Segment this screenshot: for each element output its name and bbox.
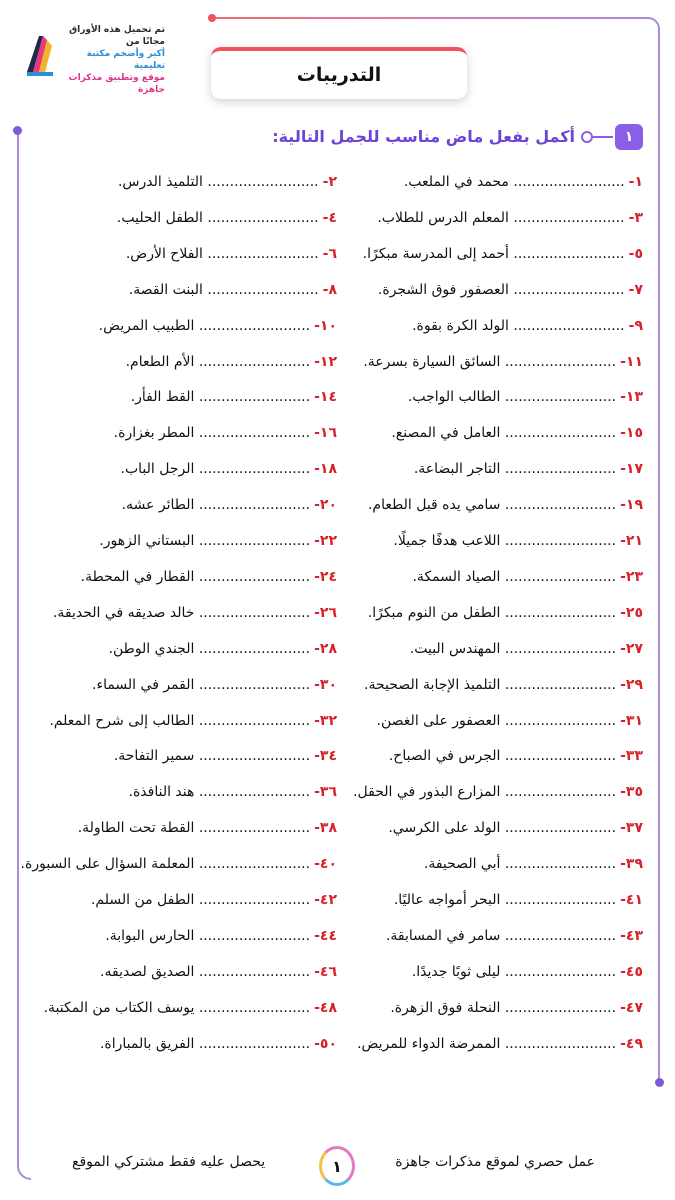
exercise-number: ١٤- xyxy=(314,389,337,406)
exercise-number: ٧- xyxy=(628,281,643,298)
exercise-sentence: ......................... القطة تحت الطاولة. xyxy=(77,820,311,837)
exercise-sentence: ......................... الطفل من النوم مبكرًا. xyxy=(367,604,617,621)
exercise-item xyxy=(49,704,337,738)
exercise-item xyxy=(100,955,337,989)
footer-note: يحصل عليه فقط مشتركي الموقع xyxy=(72,1154,266,1170)
exercise-sentence: ......................... الرجل الباب. xyxy=(120,461,311,478)
exercise-item xyxy=(412,560,643,594)
exercise-sentence: ......................... الطفل الحليب. xyxy=(116,209,319,226)
exercise-number: ٣- xyxy=(628,209,643,226)
exercise-sentence: ......................... الطائر عشه. xyxy=(121,497,311,514)
frame-dot xyxy=(13,126,22,135)
exercise-item xyxy=(353,775,643,809)
exercise-number: ٢٤- xyxy=(314,568,337,585)
exercise-number: ٣٤- xyxy=(314,748,337,765)
exercise-number: ٤٥- xyxy=(620,963,643,980)
exercise-sentence: ......................... محمد في الملعب. xyxy=(403,174,625,190)
logo-line-2: أكبر وأضخم مكتبة تعليمية xyxy=(86,49,165,71)
exercise-number: ٦- xyxy=(322,245,337,262)
exercise-item xyxy=(121,452,337,486)
question-number-badge: ١ xyxy=(615,124,643,150)
exercise-number: ٢٦- xyxy=(314,604,337,621)
exercise-sentence: ......................... الطالب إلى شرح المعلم. xyxy=(49,712,311,729)
logo-line-3: موقع وتطبيق مذكرات جاهزة xyxy=(68,73,165,95)
exercise-item xyxy=(393,524,643,558)
exercise-number: ٢٠- xyxy=(314,497,337,514)
exercise-number: ٤٠- xyxy=(314,856,337,873)
exercise-item xyxy=(131,380,337,414)
exercise-number: ٤٢- xyxy=(314,892,337,908)
exercise-sentence: ......................... الممرضة الدواء للمريض. xyxy=(357,1035,617,1052)
exercise-item xyxy=(91,883,337,917)
exercise-sentence: ......................... الطبيب المريض. xyxy=(98,317,311,334)
exercise-item xyxy=(389,739,643,773)
exercise-number: ٢٧- xyxy=(620,640,643,657)
page-title: التدريبات xyxy=(296,64,382,86)
exercise-sentence: ......................... العامل في المصنع. xyxy=(391,425,617,442)
exercise-sentence: ......................... المهندس البيت. xyxy=(409,640,617,657)
exercise-sentence: ......................... اللاعب هدفًا جميلًا. xyxy=(393,533,617,549)
exercise-item xyxy=(129,273,337,307)
exercise-sentence: ......................... الأم الطعام. xyxy=(125,353,311,370)
exercise-number: ٣١- xyxy=(620,712,643,729)
book-logo-icon xyxy=(25,32,55,78)
exercise-item xyxy=(424,847,643,881)
exercise-item xyxy=(404,165,643,199)
logo-line-1: تم تحميل هذه الأوراق مجانًا من xyxy=(69,25,165,47)
exercise-item xyxy=(378,273,643,307)
exercise-number: ٣٠- xyxy=(314,676,337,693)
exercise-number: ٣٨- xyxy=(314,820,337,837)
exercise-item xyxy=(368,596,643,630)
exercise-item xyxy=(117,201,337,235)
exercise-item xyxy=(377,201,643,235)
exercise-sentence: ......................... المطر بغزارة. xyxy=(113,425,311,442)
exercise-item xyxy=(408,380,643,414)
exercise-sentence: ......................... الطفل من السلم. xyxy=(90,892,311,908)
exercise-item xyxy=(377,704,643,738)
exercise-sentence: ......................... الجندي الوطن. xyxy=(108,640,311,657)
exercise-item xyxy=(114,739,337,773)
exercise-number: ١٨- xyxy=(314,461,337,478)
exercise-item xyxy=(363,345,643,379)
exercise-sentence: ......................... الصياد السمكة. xyxy=(412,568,617,585)
exercise-item xyxy=(78,811,337,845)
exercise-number: ٢٢- xyxy=(314,533,337,549)
question-prompt: أكمل بفعل ماض مناسب للجمل التالية: xyxy=(272,127,575,146)
exercise-item xyxy=(357,1027,643,1061)
frame-dot xyxy=(655,1078,664,1087)
exercise-number: ٢٥- xyxy=(620,604,643,621)
exercise-item xyxy=(99,524,337,558)
exercise-number: ٢٨- xyxy=(314,640,337,657)
exercise-sentence: ......................... سامي يده قبل الطعام. xyxy=(367,497,617,514)
exercise-item xyxy=(44,991,337,1025)
exercise-sentence: ......................... التلميذ الإجابة الصحيحة. xyxy=(364,676,617,693)
exercise-sentence: ......................... المعلم الدرس للطلاب. xyxy=(377,209,625,226)
exercise-item xyxy=(363,237,643,271)
exercise-number: ٣٦- xyxy=(314,784,337,801)
frame-dot xyxy=(208,14,216,22)
frame-right-line xyxy=(646,17,660,1082)
exercise-sentence: ......................... البحر أمواجه عاليًا. xyxy=(393,892,617,908)
exercise-item xyxy=(105,919,337,953)
exercise-item xyxy=(412,309,643,343)
exercise-number: ١٣- xyxy=(620,389,643,406)
exercise-sentence: ......................... سمير التفاحة. xyxy=(113,748,311,765)
exercise-sentence: ......................... البنت القصة. xyxy=(128,281,319,298)
exercise-item xyxy=(99,309,337,343)
exercise-item xyxy=(410,632,643,666)
exercise-sentence: ......................... التلميذ الدرس. xyxy=(117,174,319,190)
exercise-item xyxy=(412,955,643,989)
exercise-sentence: ......................... الصديق لصديقه. xyxy=(100,963,311,980)
exercise-number: ١٦- xyxy=(314,425,337,442)
exercise-item xyxy=(100,1027,337,1061)
exercise-item xyxy=(126,237,337,271)
exercise-number: ١٠- xyxy=(314,317,337,334)
exercise-sentence: ......................... ليلى ثوبًا جديدًا. xyxy=(411,963,617,980)
exercise-sentence: ......................... السائق السيارة بسرعة. xyxy=(363,353,617,370)
question-connector xyxy=(591,136,613,138)
exercise-number: ٣٩- xyxy=(620,856,643,873)
exercise-sentence: ......................... التاجر البضاعة. xyxy=(413,461,617,478)
exercise-number: ٤٨- xyxy=(314,999,337,1016)
exercise-number: ١٥- xyxy=(620,425,643,442)
exercise-number: ٣٣- xyxy=(620,748,643,765)
exercise-item xyxy=(118,165,337,199)
exercise-item xyxy=(53,596,337,630)
question-bullet xyxy=(581,131,593,143)
exercise-sentence: ......................... أحمد إلى المدرسة مبكرًا. xyxy=(362,245,625,262)
exercise-number: ٩- xyxy=(628,317,643,334)
exercise-number: ١- xyxy=(628,174,643,190)
exercise-number: ١١- xyxy=(620,353,643,370)
exercise-sentence: ......................... القطار في المحطة. xyxy=(80,568,311,585)
exercise-item xyxy=(364,668,643,702)
exercise-sentence: ......................... النحلة فوق الزهرة. xyxy=(390,999,617,1016)
exercise-number: ٤٩- xyxy=(620,1035,643,1052)
exercise-sentence: ......................... الولد على الكرسي. xyxy=(388,820,617,837)
exercise-sentence: ......................... الحارس البوابة. xyxy=(105,927,311,944)
exercise-sentence: ......................... هند النافذة. xyxy=(128,784,311,801)
exercise-item xyxy=(21,847,337,881)
exercise-number: ٨- xyxy=(322,281,337,298)
exercise-sentence: ......................... العصفور فوق الشجرة. xyxy=(377,281,625,298)
exercise-number: ١٧- xyxy=(620,461,643,478)
exercise-number: ٢- xyxy=(322,174,337,190)
exercise-item xyxy=(114,416,337,450)
exercise-item xyxy=(109,632,337,666)
exercise-number: ٤١- xyxy=(620,892,643,908)
exercise-item xyxy=(129,775,338,809)
exercise-item xyxy=(394,883,643,917)
exercise-number: ٣٢- xyxy=(314,712,337,729)
footer-credit: عمل حصري لموقع مذكرات جاهزة xyxy=(395,1154,595,1170)
exercise-sentence: ......................... القط الفأر. xyxy=(130,389,311,406)
exercise-item xyxy=(368,488,643,522)
frame-left-line xyxy=(17,130,31,1180)
exercise-number: ١٢- xyxy=(314,353,337,370)
exercise-number: ٢٣- xyxy=(620,568,643,585)
exercise-item xyxy=(81,560,337,594)
exercise-number: ٣٥- xyxy=(620,784,643,801)
exercise-number: ١٩- xyxy=(620,497,643,514)
exercise-sentence: ......................... خالد صديقه في الحديقة. xyxy=(52,604,311,621)
exercise-sentence: ......................... القمر في السماء. xyxy=(92,676,311,693)
exercise-number: ٢١- xyxy=(620,533,643,549)
exercise-sentence: ......................... الفريق بالمباراة. xyxy=(99,1035,311,1052)
exercise-item xyxy=(414,452,643,486)
exercise-number: ٢٩- xyxy=(620,676,643,693)
exercise-number: ٥٠- xyxy=(314,1035,337,1052)
exercise-item xyxy=(390,991,643,1025)
site-logo xyxy=(25,24,165,95)
exercise-number: ٤٦- xyxy=(314,963,337,980)
exercise-sentence: ......................... الفلاح الأرض. xyxy=(125,245,319,262)
exercise-sentence: ......................... الطالب الواجب. xyxy=(407,389,617,406)
exercise-sentence: ......................... المعلمة السؤال على السبورة. xyxy=(20,856,311,873)
exercise-sentence: ......................... يوسف الكتاب من المكتبة. xyxy=(43,999,311,1016)
page-number: ١ xyxy=(319,1146,355,1186)
exercise-item xyxy=(92,668,337,702)
exercise-item xyxy=(126,345,337,379)
exercise-number: ٥- xyxy=(628,245,643,262)
exercise-sentence: ......................... البستاني الزهور. xyxy=(99,533,311,549)
exercise-sentence: ......................... العصفور على الغصن. xyxy=(376,712,617,729)
exercise-number: ٣٧- xyxy=(620,820,643,837)
exercise-sentence: ......................... أبي الصحيفة. xyxy=(423,856,617,873)
exercise-item xyxy=(391,416,643,450)
page-title-card xyxy=(211,47,467,99)
exercise-number: ٤٤- xyxy=(314,927,337,944)
exercise-sentence: ......................... الجرس في الصباح. xyxy=(388,748,617,765)
exercise-sentence: ......................... سامر في المسابقة. xyxy=(385,927,617,944)
frame-top-line xyxy=(212,17,647,19)
exercise-sentence: ......................... الولد الكرة بقوة. xyxy=(412,317,625,334)
exercise-item xyxy=(122,488,337,522)
exercise-sentence: ......................... المزارع البذور في الحقل. xyxy=(353,784,617,801)
exercise-number: ٤- xyxy=(322,209,337,226)
exercise-number: ٤٧- xyxy=(620,999,643,1016)
exercise-item xyxy=(386,919,643,953)
exercise-number: ٤٣- xyxy=(620,927,643,944)
exercise-item xyxy=(388,811,643,845)
